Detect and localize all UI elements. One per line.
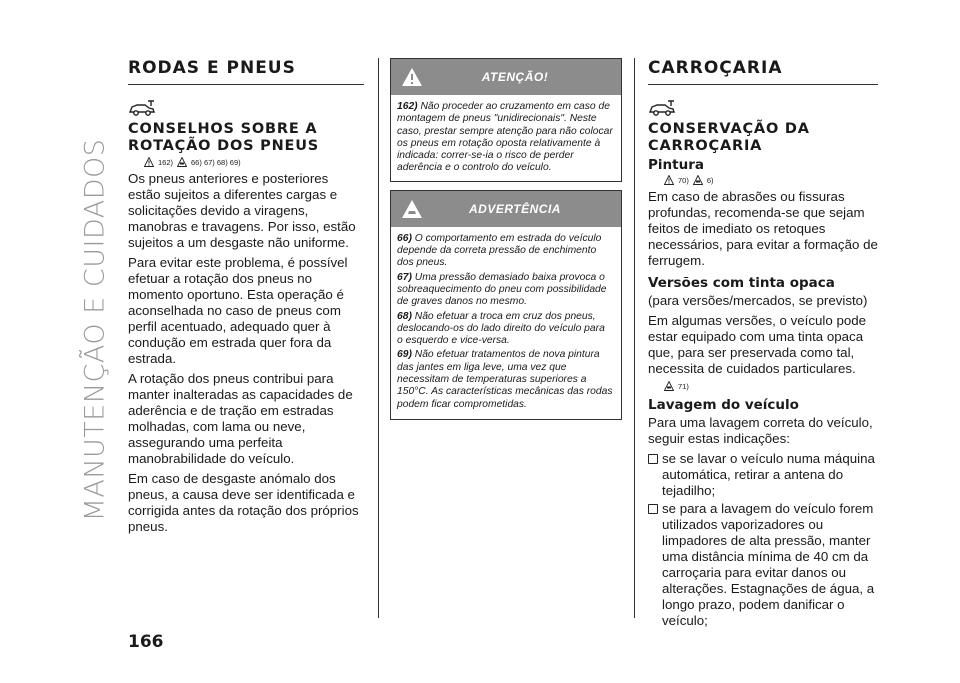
attention-label: ATENÇÃO! bbox=[481, 70, 549, 84]
warning-item: 67) Uma pressão demasiado baixa provoca o sobreaquecimento do pneu com possibilidade de graves danos no mesmo. bbox=[397, 271, 607, 308]
paragraph: Os pneus anteriores e posteriores estão sujeitos a diferentes cargas e solicitações devido a viragens, manobras e travagens. Por isso, estão sujeitos a um desgaste não uniforme. bbox=[128, 171, 356, 250]
lavagem-heading: Lavagem do veículo bbox=[648, 397, 799, 413]
attention-body: 162) Não proceder ao cruzamento em caso de montagem de pneus "unidirecionais". Neste caso, prestar sempre atenção para não colocar os pneus em rotação oposta relativamente à indicada: correr-se-ia o risco de perder aderência e o controlo do veículo. bbox=[397, 101, 613, 174]
note-references: 71) bbox=[664, 381, 878, 391]
side-section-title: MANUTENÇÃO E CUIDADOS bbox=[79, 138, 111, 522]
page-number: 166 bbox=[128, 632, 164, 652]
column-carrocaria bbox=[648, 58, 878, 631]
list-item: se se lavar o veículo numa máquina automática, retirar a antena do tejadilho; bbox=[648, 451, 878, 499]
paragraph: (para versões/mercados, se previsto) bbox=[648, 293, 868, 308]
column-notes bbox=[390, 58, 622, 428]
car-warning-icon bbox=[401, 199, 423, 219]
list-item: se para a lavagem do veículo forem utilizados vaporizadores ou limpadores de alta pressão, manter uma distância mínima de 40 cm da carroçaria para evitar danos ou alterações. Estagnações de água, a longo prazo, podem danificar o veículo; bbox=[648, 501, 878, 629]
warning-label: ADVERTÊNCIA bbox=[469, 201, 561, 216]
paragraph: Em caso de desgaste anómalo dos pneus, a causa deve ser identificada e corrigida antes da rotação dos próprios pneus. bbox=[128, 471, 359, 534]
warning-item: 69) Não efetuar tratamentos de nova pintura das jantes em liga leve, uma vez que necessitam de temperaturas superiores a 150°C. As características mecânicas das rodas podem ficar comprometidas. bbox=[397, 349, 613, 410]
paragraph: Em caso de abrasões ou fissuras profundas, recomenda-se que sejam feitos de imediato os retoques necessários, para evitar a formação de ferrugem. bbox=[648, 189, 878, 268]
section-heading: CARROÇARIA bbox=[648, 58, 878, 85]
car-warning-icon bbox=[693, 175, 703, 185]
paragraph: Para evitar este problema, é possível efetuar a rotação dos pneus no momento oportuno. Esta operação é aconselhada no caso de pneus com perfil acentuado, adequado quer à condução em estrada quer fora da estrada. bbox=[128, 255, 348, 366]
warning-body bbox=[391, 227, 621, 419]
warning-triangle-icon bbox=[664, 175, 674, 185]
warning-triangle-icon bbox=[401, 67, 423, 87]
warning-box bbox=[390, 190, 622, 420]
subsection-heading: CONSERVAÇÃO DA CARROÇARIA bbox=[648, 121, 810, 154]
warning-header bbox=[391, 191, 621, 227]
paragraph: A rotação dos pneus contribui para manter inalteradas as capacidades de aderência e de tração em estradas molhadas, com lama ou neve, assegurando uma perfeita manobrabilidade do veículo. bbox=[128, 371, 353, 466]
car-service-icon bbox=[648, 99, 676, 117]
warning-item: 68) Não efetuar a troca em cruz dos pneus, deslocando-os do lado direito do veículo para o esquerdo e vice-versa. bbox=[397, 310, 605, 347]
attention-box bbox=[390, 58, 622, 182]
pintura-heading: Pintura bbox=[648, 157, 704, 173]
car-service-icon bbox=[128, 99, 156, 117]
paragraph: Em algumas versões, o veículo pode estar equipado com uma tinta opaca que, para ser preservada como tal, necessita de cuidados particulares. bbox=[648, 313, 867, 376]
column-divider bbox=[634, 58, 635, 618]
subsection-heading: CONSELHOS SOBRE A ROTAÇÃO DOS PNEUS bbox=[128, 121, 320, 154]
car-warning-icon bbox=[664, 381, 674, 391]
versoes-heading: Versões com tinta opaca bbox=[648, 275, 835, 291]
attention-header bbox=[391, 59, 621, 95]
column-divider bbox=[378, 58, 379, 618]
checkbox-bullet-icon bbox=[648, 504, 658, 514]
section-heading: RODAS E PNEUS bbox=[128, 58, 364, 85]
checkbox-bullet-icon bbox=[648, 454, 658, 464]
car-warning-icon bbox=[177, 157, 187, 167]
note-references: 162) 66) 67) 68) 69) bbox=[144, 157, 364, 167]
note-references: 70) 6) bbox=[664, 175, 878, 185]
column-rodas-pneus bbox=[128, 58, 364, 539]
paragraph: Para uma lavagem correta do veículo, seguir estas indicações: bbox=[648, 415, 873, 446]
warning-item: 66) O comportamento em estrada do veículo depende da correta pressão de enchimento dos pneus. bbox=[397, 232, 602, 269]
warning-triangle-icon bbox=[144, 157, 154, 167]
